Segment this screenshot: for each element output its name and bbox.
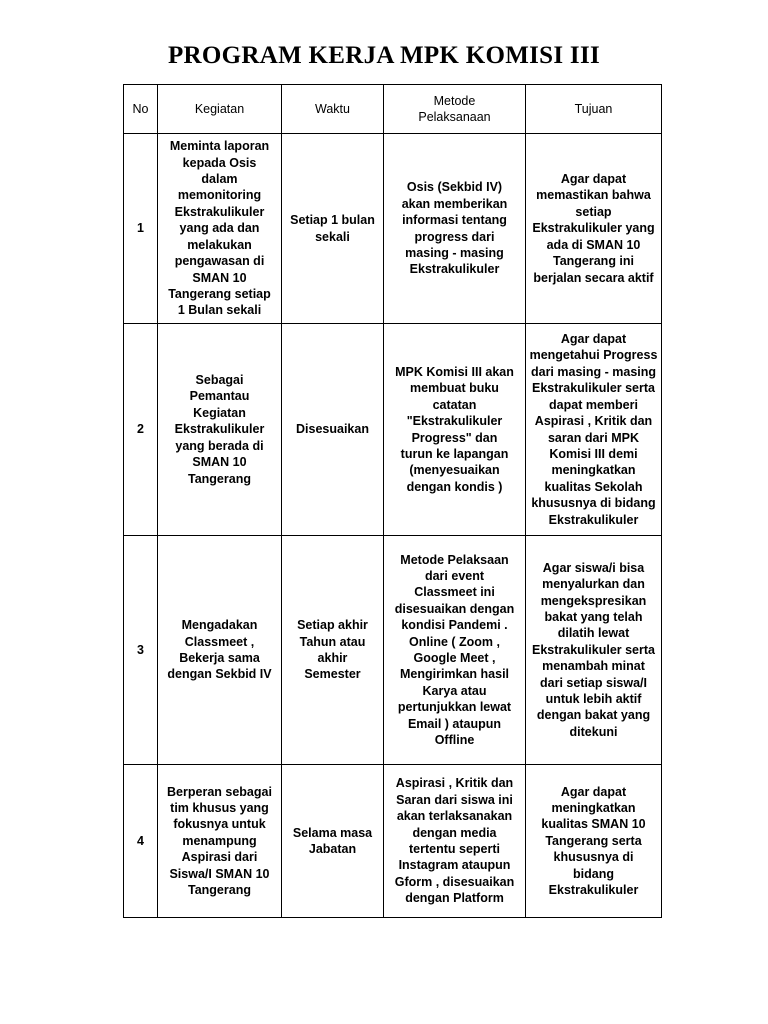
header-waktu: Waktu	[282, 85, 384, 134]
header-no: No	[124, 85, 158, 134]
cell-waktu-text: Disesuaikan	[296, 422, 369, 437]
cell-kegiatan	[158, 765, 282, 918]
cell-kegiatan	[158, 134, 282, 324]
cell-tujuan	[526, 765, 662, 918]
cell-metode	[384, 134, 526, 324]
cell-kegiatan-text: Mengadakan Classmeet , Bekerja sama dengan Sekbid IV	[167, 618, 272, 682]
cell-metode	[384, 765, 526, 918]
cell-kegiatan	[158, 536, 282, 765]
cell-kegiatan-text: Sebagai Pemantau Kegiatan Ekstrakulikuler yang berada di SMAN 10 Tangerang	[174, 373, 265, 486]
cell-tujuan-text: Agar dapat mengetahui Progress dari masing - masing Ekstrakulikuler serta dapat memberi Aspirasi , Kritik dan saran dari MPK Komisi III demi meningkatkan kualitas Sekolah khususnya di bidang Ekstrakulikuler	[529, 332, 658, 527]
header-kegiatan: Kegiatan	[158, 85, 282, 134]
header-metode-label: Metode Pelaksanaan	[418, 93, 491, 124]
cell-no: 2	[124, 324, 158, 536]
header-tujuan: Tujuan	[526, 85, 662, 134]
cell-metode-text: MPK Komisi III akan membuat buku catatan "Ekstrakulikuler Progress" dan turun ke lapangan (menyesuaikan dengan kondis )	[395, 364, 514, 494]
cell-kegiatan-text: Berperan sebagai tim khusus yang fokusnya untuk menampung Aspirasi dari Siswa/I SMAN 10 Tangerang	[167, 784, 272, 898]
cell-waktu	[282, 765, 384, 918]
cell-no: 3	[124, 536, 158, 765]
cell-waktu	[282, 134, 384, 324]
cell-kegiatan-text: Meminta laporan kepada Osis dalam memonitoring Ekstrakulikuler yang ada dan melakukan pengawasan di SMAN 10 Tangerang setiap 1 Bulan sekali	[168, 139, 271, 318]
program-table	[123, 84, 662, 918]
cell-tujuan	[526, 134, 662, 324]
cell-metode	[384, 536, 526, 765]
cell-waktu-text: Selama masa Jabatan	[292, 825, 373, 856]
cell-tujuan	[526, 324, 662, 536]
header-row	[124, 85, 662, 134]
cell-waktu	[282, 536, 384, 765]
table-row	[124, 324, 662, 536]
table-row	[124, 134, 662, 324]
cell-tujuan	[526, 536, 662, 765]
cell-tujuan-text: Agar siswa/i bisa menyalurkan dan mengekspresikan bakat yang telah dilatih lewat Ekstrakulikuler serta menambah minat dari setiap siswa/I untuk lebih aktif dengan bakat yang ditekuni	[532, 560, 655, 739]
table-row	[124, 765, 662, 918]
cell-waktu-text: Setiap akhir Tahun atau akhir Semester	[297, 618, 368, 682]
cell-tujuan-text: Agar dapat meningkatkan kualitas SMAN 10 Tangerang serta khususnya di bidang Ekstrakulikuler	[541, 784, 646, 898]
cell-metode-text: Aspirasi , Kritik dan Saran dari siswa ini akan terlaksanakan dengan media tertentu seperti Instagram ataupun Gform , disesuaikan dengan Platform	[394, 776, 515, 906]
page-title: PROGRAM KERJA MPK KOMISI III	[167, 42, 601, 69]
cell-metode-text: Metode Pelaksaan dari event Classmeet ini disesuaikan dengan kondisi Pandemi . Online ( Zoom , Google Meet , Mengirimkan hasil Karya atau pertunjukkan lewat Email ) ataupun Offline	[394, 552, 515, 748]
cell-tujuan-text: Agar dapat memastikan bahwa setiap Ekstrakulikuler yang ada di SMAN 10 Tangerang ini berjalan secara aktif	[532, 172, 655, 285]
cell-kegiatan	[158, 324, 282, 536]
cell-no: 1	[124, 134, 158, 324]
table-row	[124, 536, 662, 765]
cell-metode	[384, 324, 526, 536]
cell-waktu	[282, 324, 384, 536]
header-metode	[384, 85, 526, 134]
cell-metode-text: Osis (Sekbid IV) akan memberikan informasi tentang progress dari masing - masing Ekstrakulikuler	[401, 180, 508, 277]
cell-no: 4	[124, 765, 158, 918]
cell-waktu-text: Setiap 1 bulan sekali	[290, 213, 375, 244]
